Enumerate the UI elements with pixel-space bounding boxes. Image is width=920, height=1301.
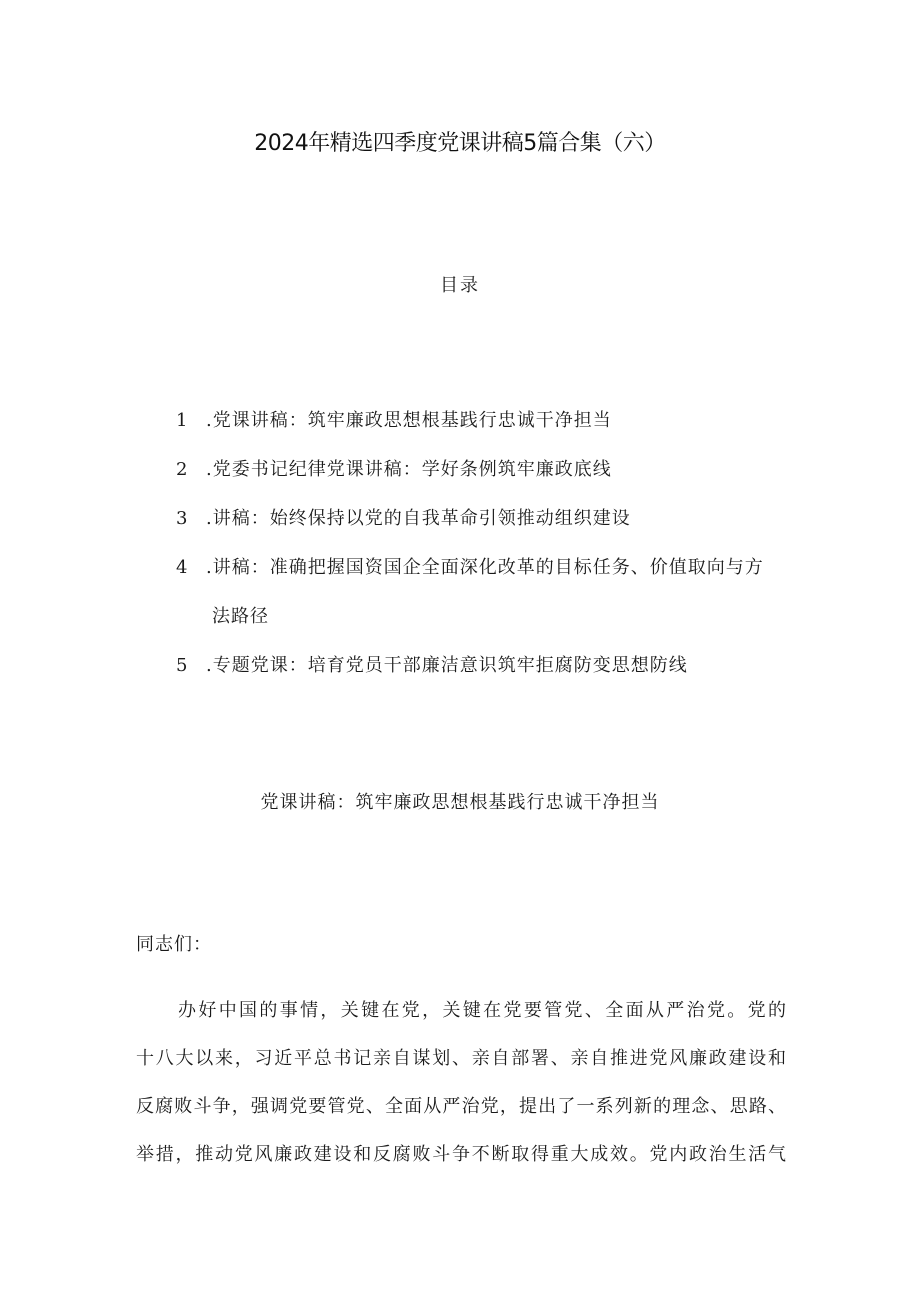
toc-item-2[interactable] (176, 446, 612, 494)
toc-item-text: .党委书记纪律党课讲稿：学好条例筑牢廉政底线 (206, 459, 612, 480)
toc-item-5[interactable] (176, 642, 688, 690)
toc-item-number: 2 (176, 459, 189, 480)
toc-item-number: 4 (176, 557, 189, 578)
toc-item-text: .专题党课：培育党员干部廉洁意识筑牢拒腐防变思想防线 (206, 655, 688, 676)
toc-item-number: 1 (176, 410, 189, 431)
greeting: 同志们： (136, 934, 212, 955)
section-title: 党课讲稿：筑牢廉政思想根基践行忠诚干净担当 (260, 792, 660, 813)
toc-item-text: .讲稿：始终保持以党的自我革命引领推动组织建设 (206, 508, 631, 529)
toc-item-4-continuation[interactable]: 法路径 (212, 606, 269, 627)
toc-item-4[interactable] (176, 544, 764, 592)
paragraph-line: 反腐败斗争，强调党要管党、全面从严治党，提出了一系列新的理念、思路、 (136, 1096, 786, 1117)
paragraph-line: 举措，推动党风廉政建设和反腐败斗争不断取得重大成效。党内政治生活气 (136, 1144, 786, 1165)
toc-item-number: 5 (176, 655, 189, 676)
toc-item-1[interactable] (176, 397, 612, 445)
toc-item-text: .党课讲稿：筑牢廉政思想根基践行忠诚干净担当 (206, 410, 612, 431)
paragraph-line: 十八大以来，习近平总书记亲自谋划、亲自部署、亲自推进党风廉政建设和 (136, 1048, 786, 1069)
paragraph-line: 办好中国的事情，关键在党，关键在党要管党、全面从严治党。党的 (178, 1000, 786, 1021)
toc-item-text: .讲稿：准确把握国资国企全面深化改革的目标任务、价值取向与方 (206, 557, 764, 578)
toc-item-number: 3 (176, 508, 189, 529)
toc-heading: 目录 (440, 275, 480, 296)
toc-item-3[interactable] (176, 495, 631, 543)
document-title: 2024年精选四季度党课讲稿5篇合集（六） (254, 131, 666, 156)
